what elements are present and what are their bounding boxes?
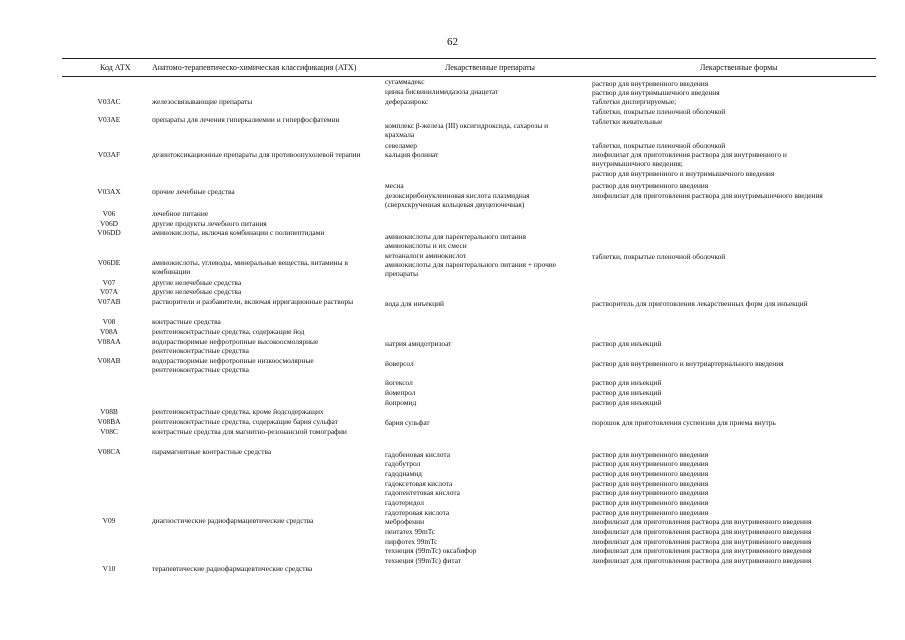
atc-code: V07AB xyxy=(97,297,121,306)
atc-classification: лечебное питание xyxy=(152,209,209,218)
dosage-form: таблетки диспергируемые; xyxy=(592,97,677,106)
atc-classification: рентгеноконтрастные средства, кроме йодсодержащих xyxy=(152,407,324,416)
dosage-form: таблетки, покрытые пленочной оболочкой xyxy=(592,141,726,150)
atc-classification: дезинтоксикационные препараты для противоопухолевой терапии xyxy=(152,150,361,159)
dosage-form: раствор для внутривенного введения xyxy=(592,508,709,517)
dosage-form: раствор для внутривенного и внутриартериального введения xyxy=(592,359,784,368)
atc-code: V08A xyxy=(99,327,119,336)
atc-classification: водорастворимые нефротропные высокоосмолярные рентгеноконтрастные средства xyxy=(152,337,319,355)
atc-code: V07 xyxy=(102,278,116,287)
atc-code: V08AB xyxy=(97,356,121,365)
dosage-form: лиофилизат для приготовления раствора для внутримышечного введения xyxy=(592,191,823,200)
drug-name: пентатех 99mTc xyxy=(385,527,435,536)
drug-name: месна xyxy=(385,181,404,190)
table-body xyxy=(62,77,876,597)
drug-name: йомепрол xyxy=(385,388,416,397)
atc-code: V03AE xyxy=(97,115,121,124)
dosage-form: лиофилизат для приготовления раствора для внутривенного введения xyxy=(592,527,812,536)
atc-classification: рентгеноконтрастные средства, содержащие йод xyxy=(152,327,305,336)
drug-name: комплекс β-железа (III) оксигидроксида, сахарозы и крахмала xyxy=(385,121,549,139)
atc-classification: контрастные средства для магнитно-резонансной томографии xyxy=(152,427,347,436)
atc-classification: растворители и разбавители, включая ирригационные растворы xyxy=(152,297,354,306)
dosage-form: раствор для инъекций xyxy=(592,339,662,348)
drug-name: технеция (99mTc) оксабифор xyxy=(385,546,477,555)
atc-code: V03AF xyxy=(97,150,121,159)
dosage-form: лиофилизат для приготовления раствора для внутривенного введения xyxy=(592,537,812,546)
dosage-form: раствор для внутривенного введения xyxy=(592,450,709,459)
dosage-form: таблетки, покрытые пленочной оболочкой xyxy=(592,107,726,116)
table-header xyxy=(62,58,876,77)
drug-name: кетоаналоги аминокислот xyxy=(385,251,467,260)
dosage-form: лиофилизат для приготовления раствора для внутривенного введения xyxy=(592,517,812,526)
atc-code: V03AX xyxy=(97,187,121,196)
drug-name: гадотеридол xyxy=(385,498,424,507)
page-number: 62 xyxy=(447,36,458,48)
drug-name: натрия амидотризоат xyxy=(385,339,452,348)
header-classification: Анатомо-терапевтическо-химическая классификация (АТХ) xyxy=(152,63,357,72)
atc-classification: терапевтические радиофармацевтические средства xyxy=(152,564,313,573)
atc-classification: контрастные средства xyxy=(152,317,221,326)
atc-classification: аминокислоты, углеводы, минеральные вещества, витамины в комбинации xyxy=(152,258,348,276)
drug-name: аминокислоты и их смеси xyxy=(385,241,467,250)
drug-name: гадотеровая кислота xyxy=(385,508,450,517)
drug-name: гадобеновая кислота xyxy=(385,450,450,459)
drug-name: аминокислоты для парентерального питания + прочие препараты xyxy=(385,260,557,278)
atc-code: V08 xyxy=(102,317,116,326)
dosage-form: растворитель для приготовления лекарственных форм для инъекций xyxy=(592,299,808,308)
drug-name: технеция (99mTc) фитат xyxy=(385,556,462,565)
dosage-form: раствор для внутримышечного введения xyxy=(592,88,720,97)
drug-name: гадопентетовая кислота xyxy=(385,488,460,497)
atc-classification: рентгеноконтрастные средства, содержащие бария сульфат xyxy=(152,417,338,426)
drug-name: дезоксирибонуклеиновая кислота плазмидная (сверхскрученная кольцевая двуцепочечная) xyxy=(385,191,530,209)
drug-name: меброфенин xyxy=(385,517,425,526)
atc-code: V06DD xyxy=(97,228,121,237)
header-code: Код АТХ xyxy=(100,63,131,72)
dosage-form: лиофилизат для приготовления раствора для внутривенного введения xyxy=(592,556,812,565)
drug-name: цинка бисвинилимидазола диацетат xyxy=(385,87,499,96)
drug-name: вода для инъекций xyxy=(385,299,444,308)
dosage-form: раствор для внутривенного введения xyxy=(592,459,709,468)
dosage-form: раствор для внутривенного введения xyxy=(592,479,709,488)
drug-name: гадодиамид xyxy=(385,469,422,478)
dosage-form: порошок для приготовления суспензии для приема внутрь xyxy=(592,418,776,427)
atc-code: V08C xyxy=(100,427,118,436)
drug-name: бария сульфат xyxy=(385,418,430,427)
dosage-form: раствор для инъекций xyxy=(592,398,662,407)
atc-classification: другие нелечебные средства xyxy=(152,287,242,296)
atc-code: V08BA xyxy=(97,417,121,426)
drug-name: кальция фолинат xyxy=(385,150,439,159)
atc-classification: водорастворимые нефротропные низкоосмолярные рентгеноконтрастные средства xyxy=(152,356,314,374)
dosage-form: раствор для инъекций xyxy=(592,378,662,387)
drug-name: аминокислоты для парентерального питания xyxy=(385,232,527,241)
atc-code: V08AA xyxy=(97,337,121,346)
drug-name: деферазирокс xyxy=(385,97,429,106)
atc-classification: диагностические радиофармацевтические средства xyxy=(152,516,314,525)
atc-code: V10 xyxy=(102,564,116,573)
atc-code: V03AC xyxy=(97,97,121,106)
dosage-form: раствор для внутривенного введения xyxy=(592,469,709,478)
atc-code: V07A xyxy=(99,287,119,296)
atc-code: V09 xyxy=(102,516,116,525)
dosage-form: лиофилизат для приготовления раствора для внутривенного введения xyxy=(592,546,812,555)
atc-code: V06D xyxy=(99,219,119,228)
drug-name: севеламер xyxy=(385,141,417,150)
dosage-form: таблетки, покрытые пленочной оболочкой xyxy=(592,252,726,261)
header-drugs: Лекарственные препараты xyxy=(445,63,535,72)
drug-name: пирфотех 99mTc xyxy=(385,537,438,546)
atc-classification: парамагнитные контрастные средства xyxy=(152,447,272,456)
atc-classification: другие продукты лечебного питания xyxy=(152,219,267,228)
atc-classification: другие нелечебные средства xyxy=(152,278,242,287)
drug-name: гадобутрол xyxy=(385,459,421,468)
atc-classification: аминокислоты, включая комбинации с полипептидами xyxy=(152,228,325,237)
dosage-form: раствор для внутривенного введения xyxy=(592,488,709,497)
atc-code: V06DE xyxy=(97,258,121,267)
drug-name: йоверсол xyxy=(385,359,414,368)
drug-name: йогексол xyxy=(385,378,413,387)
atc-classification: железосвязывающие препараты xyxy=(152,97,253,106)
header-forms: Лекарственные формы xyxy=(700,63,778,72)
dosage-form: лиофилизат для приготовления раствора для внутривенного и внутримышечного введения; xyxy=(592,150,787,168)
dosage-form: раствор для внутривенного введения xyxy=(592,79,709,88)
atc-classification: препараты для лечения гиперкалиемии и гиперфосфатемии xyxy=(152,115,340,124)
drug-name: йопромид xyxy=(385,398,417,407)
dosage-form: раствор для инъекций xyxy=(592,388,662,397)
drug-name: сугаммадекс xyxy=(385,77,425,86)
dosage-form: раствор для внутривенного введения xyxy=(592,181,709,190)
atc-classification: прочие лечебные средства xyxy=(152,187,235,196)
dosage-form: раствор для внутривенного и внутримышечного введения xyxy=(592,169,775,178)
atc-code: V08CA xyxy=(97,447,121,456)
atc-code: V08B xyxy=(100,407,118,416)
dosage-form: таблетки жевательные xyxy=(592,117,663,126)
drug-name: гадоксетовая кислота xyxy=(385,479,453,488)
dosage-form: раствор для внутривенного введения xyxy=(592,498,709,507)
atc-code: V06 xyxy=(102,209,116,218)
